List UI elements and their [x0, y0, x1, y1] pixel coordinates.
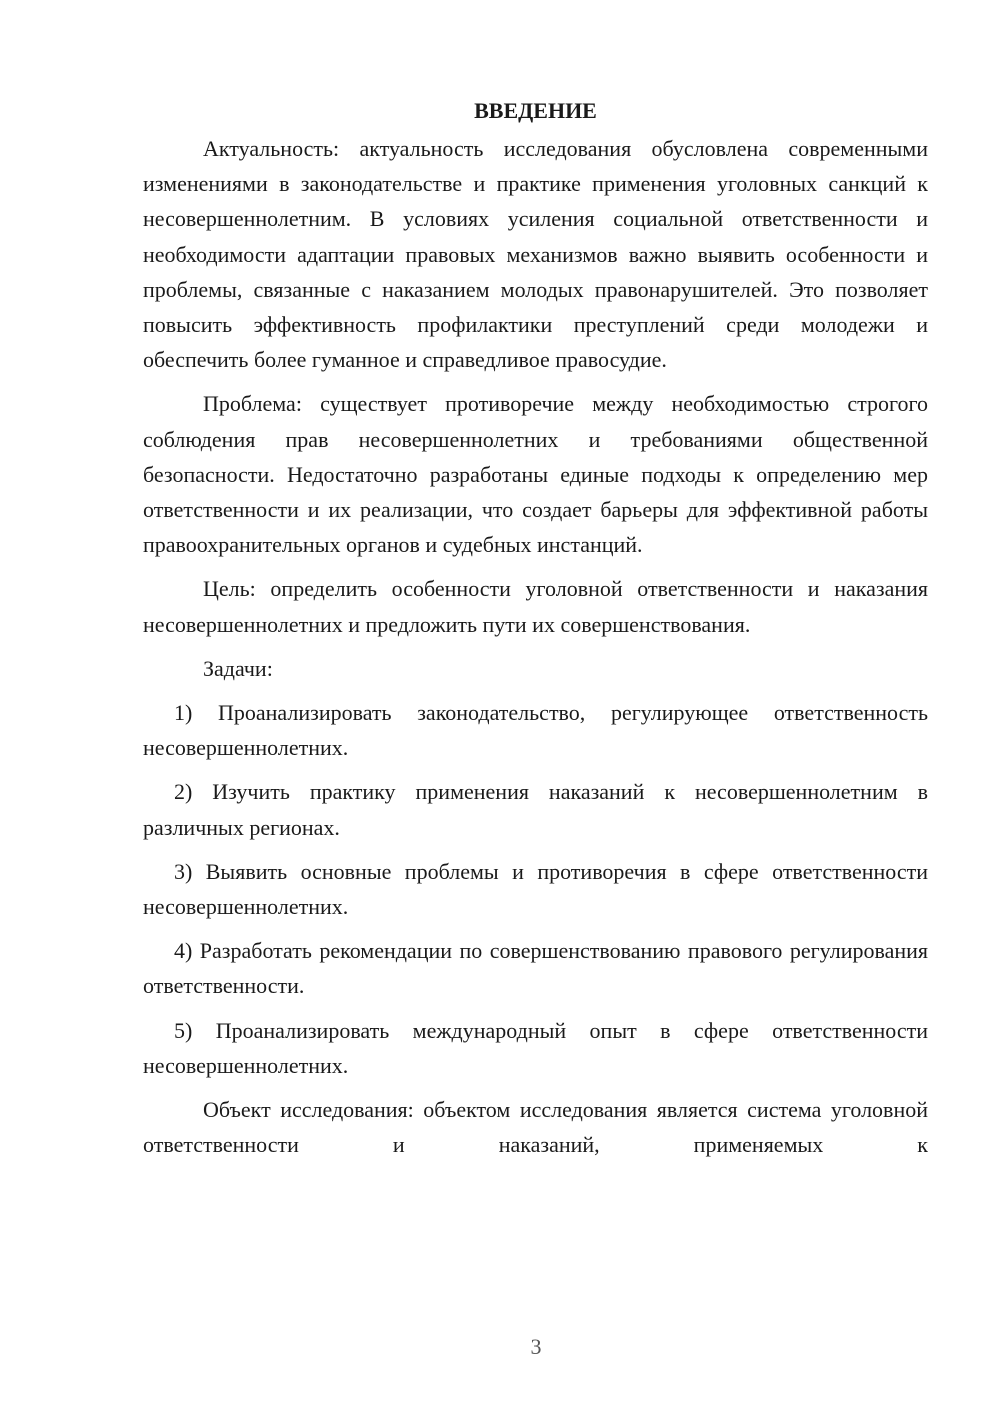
task-item-5: 5) Проанализировать международный опыт в сфере ответственности несовершеннолетних.	[143, 1017, 928, 1078]
task-item-4: 4) Разработать рекомендации по совершенствованию правового регулирования ответственности.	[143, 938, 928, 999]
page-content	[143, 96, 928, 1171]
task-item-2: 2) Изучить практику применения наказаний к несовершеннолетним в различных регионах.	[143, 779, 928, 840]
task-item-3: 3) Выявить основные проблемы и противоречия в сфере ответственности несовершеннолетних.	[143, 858, 928, 920]
paragraph-goal: Цель: определить особенности уголовной ответственности и наказания несовершеннолетних и предложить пути их совершенствования.	[143, 576, 928, 637]
section-title: ВВЕДЕНИЕ	[474, 98, 597, 123]
task-item-1: 1) Проанализировать законодательство, регулирующее ответственность несовершеннолетних.	[143, 700, 928, 761]
page-number: 3	[530, 1334, 542, 1359]
tasks-heading: Задачи:	[203, 655, 273, 681]
paragraph-relevance: Актуальность: актуальность исследования обусловлена современными изменениями в законодательстве и практике применения уголовных санкций к несовершеннолетним. В условиях усиления социальной ответственности и необходимости адаптации правовых механизмов важно выявить особенности и проблемы, связанные с наказанием молодых правонарушителей. Это позволяет повысить эффективность профилактики преступлений среди молодежи и обеспечить более гуманное и справедливое правосудие.	[143, 136, 928, 373]
paragraph-object: Объект исследования: объектом исследования является система уголовной ответственности и наказаний, применяемых к	[143, 1097, 928, 1158]
paragraph-problem: Проблема: существует противоречие между необходимостью строгого соблюдения прав несовершеннолетних и требованиями общественной безопасности. Недостаточно разработаны единые подходы к определению мер ответственности и их реализации, что создает барьеры для эффективной работы правоохранительных органов и судебных инстанций.	[143, 391, 928, 558]
